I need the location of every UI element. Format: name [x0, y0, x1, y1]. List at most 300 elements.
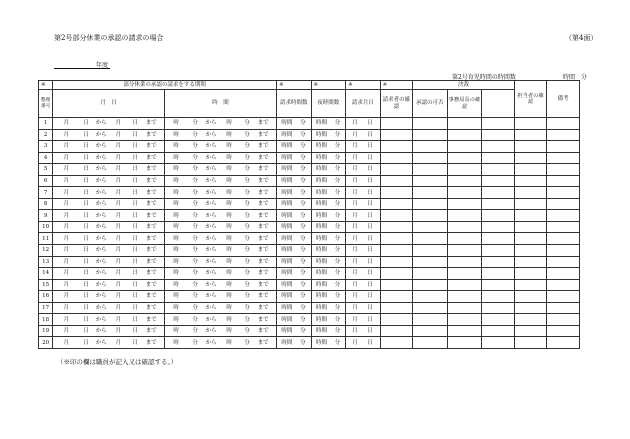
row-chief-check[interactable]	[447, 245, 482, 257]
row-request-hours[interactable]	[276, 187, 311, 199]
md-seg: 日	[367, 154, 373, 161]
row-remarks[interactable]	[547, 210, 580, 222]
row-request-hours[interactable]	[276, 198, 311, 210]
row-remarks[interactable]	[547, 268, 580, 280]
night-seg: 時間	[315, 201, 327, 208]
row-night-hours[interactable]	[311, 256, 346, 268]
row-date-range[interactable]	[53, 268, 165, 280]
date-seg: 日	[132, 143, 138, 150]
table-row	[39, 337, 580, 349]
row-request-hours[interactable]	[276, 279, 311, 291]
row-blank[interactable]	[482, 198, 515, 210]
row-approval[interactable]	[413, 302, 448, 314]
row-blank[interactable]	[482, 256, 515, 268]
row-blank[interactable]	[482, 118, 515, 130]
row-time-range[interactable]	[165, 129, 277, 141]
row-blank[interactable]	[482, 152, 515, 164]
row-date-range[interactable]	[53, 245, 165, 257]
row-request-hours[interactable]	[276, 164, 311, 176]
row-approval[interactable]	[413, 175, 448, 187]
date-seg: 月	[115, 316, 121, 323]
row-number: 2	[39, 129, 53, 141]
row-requester-check[interactable]	[380, 256, 413, 268]
time-seg: まで	[257, 281, 269, 288]
night-seg: 分	[334, 177, 341, 184]
row-request-date[interactable]	[346, 187, 381, 199]
row-approval[interactable]	[413, 221, 448, 233]
row-date-range[interactable]	[53, 302, 165, 314]
row-approval[interactable]	[413, 141, 448, 153]
row-time-range[interactable]	[165, 325, 277, 337]
row-requester-check[interactable]	[380, 141, 413, 153]
row-blank[interactable]	[482, 221, 515, 233]
row-request-date[interactable]	[346, 314, 381, 326]
row-night-hours[interactable]	[311, 291, 346, 303]
row-staff-check[interactable]	[514, 152, 547, 164]
row-request-date[interactable]	[346, 210, 381, 222]
row-remarks[interactable]	[547, 221, 580, 233]
night-seg: 分	[334, 339, 341, 346]
row-approval[interactable]	[413, 337, 448, 349]
row-time-range[interactable]	[165, 164, 277, 176]
request-date-header: 請求月日	[346, 90, 381, 118]
row-time-range[interactable]	[165, 337, 277, 349]
row-approval[interactable]	[413, 268, 448, 280]
row-time-range[interactable]	[165, 152, 277, 164]
row-staff-check[interactable]	[514, 325, 547, 337]
row-remarks[interactable]	[547, 141, 580, 153]
date-seg: 月	[115, 201, 121, 208]
row-request-date[interactable]	[346, 233, 381, 245]
row-request-date[interactable]	[346, 141, 381, 153]
date-seg: 日	[83, 339, 89, 346]
date-seg: まで	[145, 328, 157, 335]
row-date-range[interactable]	[53, 291, 165, 303]
row-remarks[interactable]	[547, 256, 580, 268]
row-date-range[interactable]	[53, 141, 165, 153]
row-chief-check[interactable]	[447, 221, 482, 233]
row-request-hours[interactable]	[276, 302, 311, 314]
row-chief-check[interactable]	[447, 337, 482, 349]
time-seg: まで	[257, 131, 269, 138]
date-seg: から	[95, 305, 107, 311]
row-time-range[interactable]	[165, 291, 277, 303]
row-staff-check[interactable]	[514, 175, 547, 187]
row-request-date[interactable]	[346, 175, 381, 187]
time-seg: まで	[257, 212, 269, 219]
row-night-hours[interactable]	[311, 129, 346, 141]
number-header: 整理番号	[39, 90, 53, 118]
night-seg: 時間	[315, 166, 327, 173]
row-date-range[interactable]	[53, 314, 165, 326]
row-staff-check[interactable]	[514, 233, 547, 245]
row-requester-check[interactable]	[380, 291, 413, 303]
row-blank[interactable]	[482, 337, 515, 349]
row-chief-check[interactable]	[447, 291, 482, 303]
row-remarks[interactable]	[547, 233, 580, 245]
row-request-hours[interactable]	[276, 175, 311, 187]
row-approval[interactable]	[413, 279, 448, 291]
row-time-range[interactable]	[165, 233, 277, 245]
row-request-date[interactable]	[346, 302, 381, 314]
time-seg: から	[205, 270, 217, 277]
row-blank[interactable]	[482, 325, 515, 337]
row-blank[interactable]	[482, 268, 515, 280]
row-date-range[interactable]	[53, 129, 165, 141]
row-requester-check[interactable]	[380, 164, 413, 176]
row-night-hours[interactable]	[311, 314, 346, 326]
row-night-hours[interactable]	[311, 164, 346, 176]
row-chief-check[interactable]	[447, 141, 482, 153]
row-requester-check[interactable]	[380, 129, 413, 141]
row-number: 10	[39, 221, 53, 233]
table-row	[39, 221, 580, 233]
row-night-hours[interactable]	[311, 268, 346, 280]
row-approval[interactable]	[413, 245, 448, 257]
time-seg: 分	[192, 270, 198, 277]
row-chief-check[interactable]	[447, 302, 482, 314]
row-request-date[interactable]	[346, 152, 381, 164]
row-staff-check[interactable]	[514, 337, 547, 349]
row-time-range[interactable]	[165, 314, 277, 326]
date-seg: 月	[63, 305, 69, 311]
row-requester-check[interactable]	[380, 245, 413, 257]
row-request-date[interactable]	[346, 256, 381, 268]
row-time-range[interactable]	[165, 141, 277, 153]
mark-cell: ※	[276, 81, 311, 90]
row-request-date[interactable]	[346, 325, 381, 337]
row-requester-check[interactable]	[380, 175, 413, 187]
time-seg: 時	[173, 328, 179, 335]
table-row	[39, 325, 580, 337]
row-blank[interactable]	[482, 233, 515, 245]
row-approval[interactable]	[413, 325, 448, 337]
row-blank[interactable]	[482, 302, 515, 314]
night-seg: 分	[334, 201, 341, 208]
row-chief-check[interactable]	[447, 314, 482, 326]
req-seg: 分	[300, 305, 306, 311]
table-row	[39, 279, 580, 291]
row-approval[interactable]	[413, 210, 448, 222]
md-seg: 月	[352, 235, 358, 242]
row-night-hours[interactable]	[311, 325, 346, 337]
md-seg: 月	[352, 131, 358, 138]
row-approval[interactable]	[413, 256, 448, 268]
row-request-hours[interactable]	[276, 152, 311, 164]
row-night-hours[interactable]	[311, 152, 346, 164]
row-request-hours[interactable]	[276, 268, 311, 280]
row-chief-check[interactable]	[447, 268, 482, 280]
row-remarks[interactable]	[547, 302, 580, 314]
row-requester-check[interactable]	[380, 233, 413, 245]
row-staff-check[interactable]	[514, 210, 547, 222]
row-night-hours[interactable]	[311, 141, 346, 153]
row-approval[interactable]	[413, 152, 448, 164]
row-staff-check[interactable]	[514, 129, 547, 141]
row-request-hours[interactable]	[276, 325, 311, 337]
row-night-hours[interactable]	[311, 210, 346, 222]
row-requester-check[interactable]	[380, 337, 413, 349]
row-staff-check[interactable]	[514, 279, 547, 291]
row-approval[interactable]	[413, 187, 448, 199]
md-seg: 月	[352, 120, 358, 127]
time-seg: 時	[173, 235, 179, 242]
row-request-hours[interactable]	[276, 233, 311, 245]
row-blank[interactable]	[482, 129, 515, 141]
row-chief-check[interactable]	[447, 152, 482, 164]
row-request-date[interactable]	[346, 221, 381, 233]
time-seg: 分	[244, 339, 250, 346]
row-staff-check[interactable]	[514, 256, 547, 268]
row-night-hours[interactable]	[311, 279, 346, 291]
row-night-hours[interactable]	[311, 221, 346, 233]
row-request-hours[interactable]	[276, 337, 311, 349]
row-remarks[interactable]	[547, 164, 580, 176]
night-seg: 分	[334, 328, 341, 335]
row-chief-check[interactable]	[447, 210, 482, 222]
date-seg: 月	[115, 166, 121, 173]
row-date-range[interactable]	[53, 210, 165, 222]
row-request-hours[interactable]	[276, 314, 311, 326]
row-requester-check[interactable]	[380, 302, 413, 314]
time-seg: 分	[244, 143, 250, 150]
row-night-hours[interactable]	[311, 175, 346, 187]
date-seg: まで	[145, 305, 157, 311]
time-seg: まで	[257, 270, 269, 277]
row-requester-check[interactable]	[380, 325, 413, 337]
row-remarks[interactable]	[547, 198, 580, 210]
date-seg: から	[95, 177, 107, 184]
row-staff-check[interactable]	[514, 302, 547, 314]
row-request-hours[interactable]	[276, 141, 311, 153]
row-date-range[interactable]	[53, 325, 165, 337]
row-remarks[interactable]	[547, 187, 580, 199]
row-requester-check[interactable]	[380, 314, 413, 326]
row-request-date[interactable]	[346, 118, 381, 130]
row-requester-check[interactable]	[380, 268, 413, 280]
row-request-hours[interactable]	[276, 210, 311, 222]
row-chief-check[interactable]	[447, 198, 482, 210]
row-approval[interactable]	[413, 291, 448, 303]
row-time-range[interactable]	[165, 268, 277, 280]
row-blank[interactable]	[482, 245, 515, 257]
row-chief-check[interactable]	[447, 233, 482, 245]
date-seg: から	[95, 154, 107, 161]
row-approval[interactable]	[413, 129, 448, 141]
row-blank[interactable]	[482, 279, 515, 291]
row-request-hours[interactable]	[276, 245, 311, 257]
row-date-range[interactable]	[53, 221, 165, 233]
row-chief-check[interactable]	[447, 164, 482, 176]
time-seg: 分	[244, 131, 250, 138]
time-seg: 分	[192, 189, 198, 196]
row-approval[interactable]	[413, 233, 448, 245]
row-staff-check[interactable]	[514, 141, 547, 153]
date-seg: から	[95, 247, 107, 254]
row-date-range[interactable]	[53, 187, 165, 199]
row-requester-check[interactable]	[380, 198, 413, 210]
row-staff-check[interactable]	[514, 291, 547, 303]
row-night-hours[interactable]	[311, 233, 346, 245]
row-remarks[interactable]	[547, 175, 580, 187]
row-time-range[interactable]	[165, 279, 277, 291]
row-blank[interactable]	[482, 175, 515, 187]
time-seg: 分	[192, 143, 198, 150]
row-request-date[interactable]	[346, 279, 381, 291]
row-approval[interactable]	[413, 314, 448, 326]
row-requester-check[interactable]	[380, 221, 413, 233]
row-chief-check[interactable]	[447, 118, 482, 130]
row-blank[interactable]	[482, 187, 515, 199]
row-request-hours[interactable]	[276, 118, 311, 130]
row-time-range[interactable]	[165, 221, 277, 233]
row-requester-check[interactable]	[380, 210, 413, 222]
row-blank[interactable]	[482, 164, 515, 176]
row-date-range[interactable]	[53, 198, 165, 210]
row-remarks[interactable]	[547, 245, 580, 257]
date-seg: まで	[145, 224, 157, 231]
date-seg: まで	[145, 177, 157, 184]
row-approval[interactable]	[413, 164, 448, 176]
row-date-range[interactable]	[53, 175, 165, 187]
time-seg: 分	[192, 212, 198, 219]
date-seg: まで	[145, 212, 157, 219]
table-row	[39, 245, 580, 257]
row-night-hours[interactable]	[311, 245, 346, 257]
date-seg: 月	[115, 305, 121, 311]
row-chief-check[interactable]	[447, 175, 482, 187]
row-remarks[interactable]	[547, 129, 580, 141]
row-request-hours[interactable]	[276, 291, 311, 303]
row-chief-check[interactable]	[447, 129, 482, 141]
date-seg: 月	[63, 224, 69, 231]
time-seg: から	[205, 166, 217, 173]
row-blank[interactable]	[482, 314, 515, 326]
md-seg: 月	[352, 339, 358, 346]
time-seg: まで	[257, 189, 269, 196]
time-seg: まで	[257, 177, 269, 184]
row-date-range[interactable]	[53, 118, 165, 130]
time-seg: 時	[226, 143, 232, 150]
row-date-range[interactable]	[53, 233, 165, 245]
req-seg: 分	[300, 339, 306, 346]
row-requester-check[interactable]	[380, 118, 413, 130]
md-seg: 日	[367, 131, 373, 138]
row-staff-check[interactable]	[514, 198, 547, 210]
date-seg: 日	[132, 339, 138, 346]
row-remarks[interactable]	[547, 325, 580, 337]
row-request-hours[interactable]	[276, 221, 311, 233]
night-seg: 時間	[315, 131, 327, 138]
row-approval[interactable]	[413, 198, 448, 210]
row-requester-check[interactable]	[380, 279, 413, 291]
date-seg: 日	[83, 293, 89, 300]
row-requester-check[interactable]	[380, 187, 413, 199]
row-night-hours[interactable]	[311, 302, 346, 314]
time-seg: から	[205, 189, 217, 196]
night-seg: 時間	[315, 120, 327, 127]
time-seg: 時	[173, 316, 179, 323]
row-staff-check[interactable]	[514, 118, 547, 130]
req-seg: 時間	[281, 316, 293, 323]
night-seg: 時間	[315, 235, 327, 242]
date-seg: 日	[132, 293, 138, 300]
row-time-range[interactable]	[165, 210, 277, 222]
row-remarks[interactable]	[547, 314, 580, 326]
row-date-range[interactable]	[53, 256, 165, 268]
table-row	[39, 233, 580, 245]
row-staff-check[interactable]	[514, 221, 547, 233]
row-blank[interactable]	[482, 210, 515, 222]
row-night-hours[interactable]	[311, 118, 346, 130]
row-date-range[interactable]	[53, 152, 165, 164]
row-time-range[interactable]	[165, 198, 277, 210]
request-hours-header: 請求時間数	[276, 90, 311, 118]
row-time-range[interactable]	[165, 245, 277, 257]
row-time-range[interactable]	[165, 187, 277, 199]
row-chief-check[interactable]	[447, 256, 482, 268]
row-chief-check[interactable]	[447, 187, 482, 199]
row-remarks[interactable]	[547, 152, 580, 164]
row-staff-check[interactable]	[514, 268, 547, 280]
row-chief-check[interactable]	[447, 279, 482, 291]
row-request-date[interactable]	[346, 245, 381, 257]
row-request-date[interactable]	[346, 198, 381, 210]
row-time-range[interactable]	[165, 118, 277, 130]
time-seg: 時	[173, 258, 179, 265]
row-staff-check[interactable]	[514, 187, 547, 199]
time-seg: 時	[226, 305, 232, 311]
row-date-range[interactable]	[53, 164, 165, 176]
md-seg: 日	[367, 166, 373, 173]
row-request-date[interactable]	[346, 268, 381, 280]
row-request-date[interactable]	[346, 291, 381, 303]
footnote: （※印の欄は職員が記入又は確認する。）	[57, 358, 178, 366]
row-night-hours[interactable]	[311, 198, 346, 210]
date-seg: から	[95, 339, 107, 346]
row-remarks[interactable]	[547, 279, 580, 291]
md-seg: 月	[352, 189, 358, 196]
row-request-hours[interactable]	[276, 129, 311, 141]
row-date-range[interactable]	[53, 337, 165, 349]
row-request-date[interactable]	[346, 337, 381, 349]
row-remarks[interactable]	[547, 337, 580, 349]
row-night-hours[interactable]	[311, 337, 346, 349]
row-request-date[interactable]	[346, 164, 381, 176]
date-seg: まで	[145, 270, 157, 277]
date-seg: 日	[132, 201, 138, 208]
row-staff-check[interactable]	[514, 245, 547, 257]
row-staff-check[interactable]	[514, 314, 547, 326]
row-staff-check[interactable]	[514, 164, 547, 176]
row-chief-check[interactable]	[447, 325, 482, 337]
row-request-hours[interactable]	[276, 256, 311, 268]
row-date-range[interactable]	[53, 279, 165, 291]
row-requester-check[interactable]	[380, 152, 413, 164]
night-seg: 時間	[315, 305, 327, 311]
row-time-range[interactable]	[165, 175, 277, 187]
row-time-range[interactable]	[165, 256, 277, 268]
req-seg: 時間	[281, 247, 293, 254]
row-remarks[interactable]	[547, 118, 580, 130]
row-approval[interactable]	[413, 118, 448, 130]
row-blank[interactable]	[482, 141, 515, 153]
row-night-hours[interactable]	[311, 187, 346, 199]
row-request-date[interactable]	[346, 129, 381, 141]
row-remarks[interactable]	[547, 291, 580, 303]
row-blank[interactable]	[482, 291, 515, 303]
row-time-range[interactable]	[165, 302, 277, 314]
